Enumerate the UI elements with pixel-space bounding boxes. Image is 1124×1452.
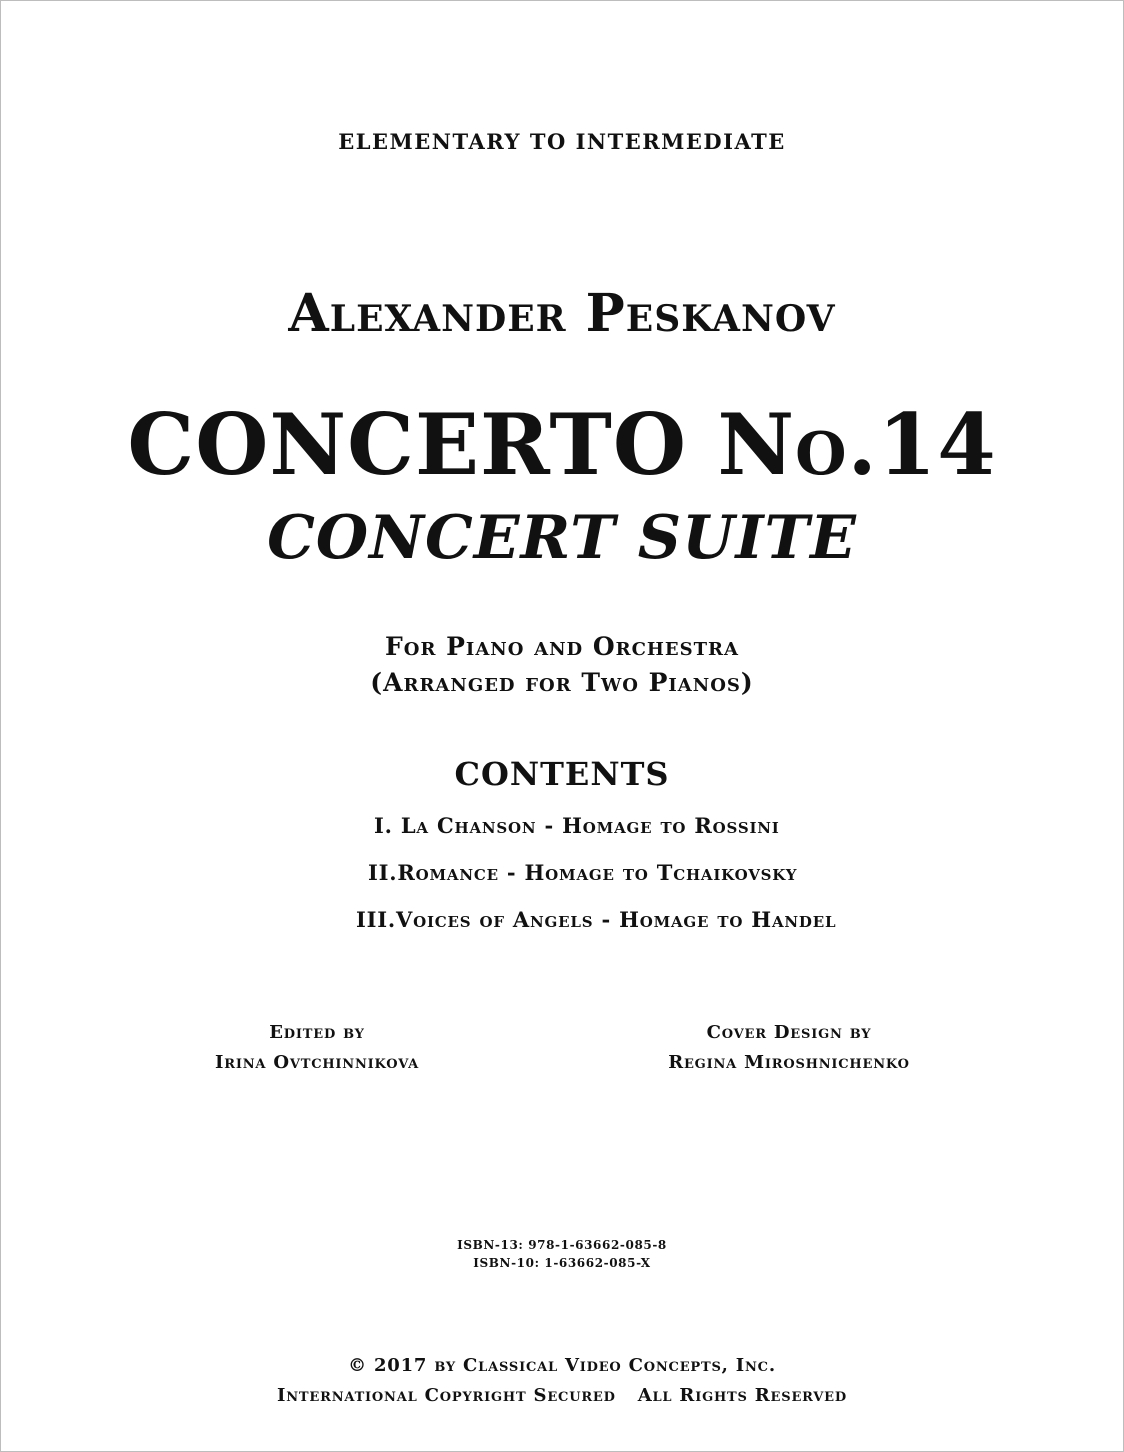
- difficulty-level: ELEMENTARY TO INTERMEDIATE: [338, 129, 786, 154]
- contents-heading: CONTENTS: [454, 755, 670, 793]
- work-subtitle: CONCERT SUITE: [267, 503, 857, 573]
- work-title-main: CONCERTO: [127, 395, 718, 494]
- rights-line: [1, 1381, 1123, 1411]
- composer-name: Alexander Peskanov: [288, 283, 836, 344]
- work-title-number: .14: [847, 395, 997, 494]
- contents-item-1: [374, 813, 780, 838]
- instrumentation: [1, 629, 1123, 701]
- isbn-block: [1, 1236, 1123, 1272]
- cover-designer-name: Regina Miroshnichenko: [668, 1052, 910, 1073]
- contents-item-title: La Chanson - Homage to Rossini: [400, 813, 780, 838]
- contents-item-2: [368, 860, 797, 885]
- contents-item-numeral: III.: [356, 907, 396, 932]
- work-title-no: No: [717, 395, 848, 494]
- editor-name: Irina Ovtchinnikova: [215, 1052, 419, 1073]
- rights-reserved: All Rights Reserved: [637, 1385, 847, 1406]
- contents-item-numeral: I.: [374, 813, 393, 838]
- editor-credit: [107, 1018, 527, 1078]
- instrumentation-line-1: For Piano and Orchestra: [385, 632, 739, 661]
- contents-item-title: Romance - Homage to Tchaikovsky: [397, 860, 798, 885]
- copyright-line: © 2017 by Classical Video Concepts, Inc.: [348, 1355, 776, 1376]
- contents-item-title: Voices of Angels - Homage to Handel: [395, 907, 837, 932]
- cover-design-credit: [579, 1018, 999, 1078]
- copyright-block: [1, 1351, 1123, 1411]
- instrumentation-line-2: (Arranged for Two Pianos): [370, 668, 754, 697]
- work-title: [1, 395, 1123, 494]
- isbn-10: ISBN-10: 1-63662-085-X: [473, 1256, 651, 1270]
- cover-design-label: Cover Design by: [706, 1022, 872, 1043]
- contents-item-numeral: II.: [368, 860, 398, 885]
- editor-label: Edited by: [269, 1022, 365, 1043]
- isbn-13: ISBN-13: 978-1-63662-085-8: [457, 1238, 667, 1252]
- contents-item-3: [356, 907, 836, 932]
- copyright-secured: International Copyright Secured: [277, 1385, 616, 1406]
